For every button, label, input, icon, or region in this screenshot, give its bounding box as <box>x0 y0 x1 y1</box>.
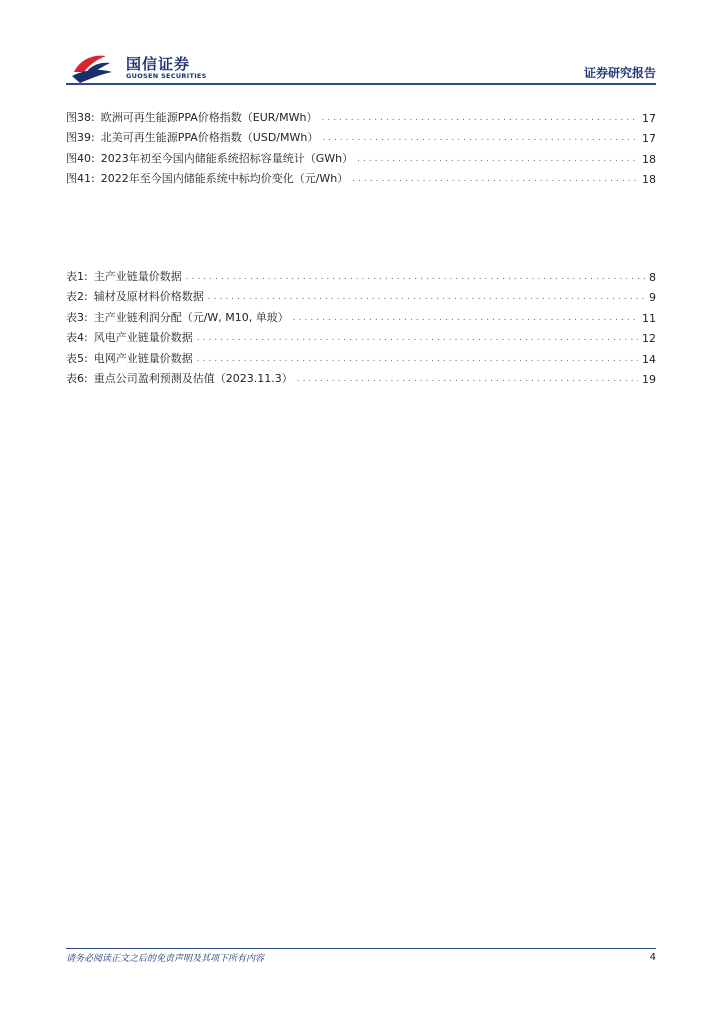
toc-title: 北美可再生能源PPA价格指数（USD/MWh） <box>100 131 319 144</box>
toc-entry[interactable] <box>66 366 656 387</box>
toc-label: 表2: <box>66 290 88 303</box>
toc-page: 17 <box>642 132 656 145</box>
toc-label: 表3: <box>66 310 88 324</box>
toc-entry[interactable] <box>66 304 656 325</box>
toc-title: 欧洲可再生能源PPA价格指数（EUR/MWh） <box>100 110 318 124</box>
guosen-logo-icon <box>70 50 114 84</box>
table-toc <box>66 263 656 386</box>
brand-name-en: GUOSEN SECURITIES <box>126 72 207 80</box>
toc-entry[interactable] <box>66 145 656 166</box>
toc-page: 18 <box>642 152 656 166</box>
toc-label: 图40: <box>66 151 95 165</box>
toc-entry[interactable] <box>66 125 656 146</box>
figure-toc <box>66 104 656 186</box>
toc-label: 表1: <box>66 269 88 283</box>
toc-label: 图41: <box>66 172 95 185</box>
toc-label: 图39: <box>66 131 95 144</box>
toc-page: 12 <box>642 332 656 345</box>
toc-entry[interactable] <box>66 104 656 125</box>
page-number: 4 <box>649 952 656 963</box>
toc-title: 2023年初至今国内储能系统招标容量统计（GWh） <box>100 151 354 165</box>
disclaimer-note: 请务必阅读正文之后的免责声明及其项下所有内容 <box>66 954 265 964</box>
toc-label: 表6: <box>66 372 88 385</box>
toc-title: 主产业链利润分配（元/W, M10, 单玻） <box>93 310 289 324</box>
toc-label: 表4: <box>66 331 88 344</box>
toc-title: 2022年至今国内储能系统中标均价变化（元/Wh） <box>100 172 349 185</box>
toc-page: 17 <box>642 111 656 125</box>
toc-label: 表5: <box>66 351 88 365</box>
toc-label: 图38: <box>66 110 95 124</box>
toc-leader <box>186 270 645 284</box>
toc-entry[interactable] <box>66 325 656 346</box>
toc-leader <box>293 311 638 325</box>
toc-leader <box>197 352 638 366</box>
toc-leader <box>357 152 638 166</box>
toc-leader <box>297 372 638 386</box>
header-divider <box>66 83 656 85</box>
toc-leader <box>208 290 645 304</box>
toc-entry[interactable] <box>66 263 656 284</box>
toc-page: 9 <box>649 291 656 304</box>
brand-name-cn: 国信证券 <box>126 55 191 73</box>
toc-entry[interactable] <box>66 345 656 366</box>
toc-page: 11 <box>642 311 656 325</box>
toc-leader <box>352 172 638 186</box>
toc-title: 主产业链量价数据 <box>93 269 182 283</box>
toc-page: 8 <box>649 270 656 284</box>
page-header <box>0 0 724 90</box>
report-type: 证券研究报告 <box>583 66 656 80</box>
toc-title: 辅材及原材料价格数据 <box>93 290 204 303</box>
toc-entry[interactable] <box>66 166 656 187</box>
toc-page: 18 <box>642 173 656 186</box>
toc-title: 重点公司盈利预测及估值（2023.11.3） <box>93 372 293 385</box>
toc-leader <box>321 111 638 125</box>
toc-leader <box>322 131 638 145</box>
toc-page: 14 <box>642 352 656 366</box>
toc-entry[interactable] <box>66 284 656 305</box>
toc-title: 电网产业链量价数据 <box>93 351 193 365</box>
toc-page: 19 <box>642 373 656 386</box>
toc-title: 风电产业链量价数据 <box>93 331 193 344</box>
footer-divider <box>66 948 656 949</box>
toc-leader <box>197 331 638 345</box>
